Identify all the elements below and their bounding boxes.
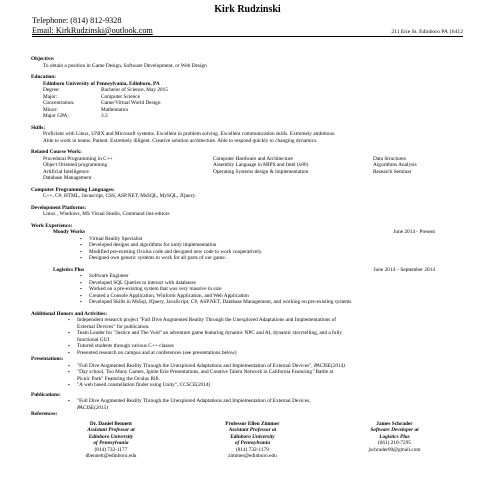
course-item: Data Structures — [373, 155, 406, 162]
email-link[interactable]: KirkRudzinski@outlook.com — [55, 26, 153, 35]
presentations-list — [31, 363, 465, 389]
reference-card: Dr. Daniel Bennett Assistant Professor at Edinboro University of Pennsylvania (814) 732-1177 dbennett@edinboro.edu — [85, 420, 137, 459]
job-bullet: ▪ Created a Console Application, Winform Application, and Web Application — [89, 293, 465, 300]
course-item: Assembly Language in MIPS and Intel (x86) — [213, 162, 309, 168]
job-dates: June 2014 - Present — [393, 229, 435, 235]
languages-text: C++, C#, HTML, Javascript, CSS, ASP.NET, MsSQL, MySQL, JQuery. — [43, 193, 196, 199]
course-item: Algorithms Analysis — [373, 162, 417, 168]
coursework-grid — [31, 156, 465, 182]
course-item: Object Oriented programming — [43, 162, 108, 168]
course-item: Computer Hardware and Architecture — [213, 155, 293, 162]
honor-item: ▪ Team Leader for "Justice and The Void" an adventure game featuring dynamic NPC and AI, dynamic storytelling, and a fully functional GUI — [77, 330, 465, 343]
job-bullet: ▪ Developed SQL Queries to interact with databases — [89, 280, 465, 287]
course-column — [373, 156, 493, 182]
job-bullet: ▪ Virtual Reality Specialist — [89, 236, 465, 243]
publication-item: ▪ "Full Dive Augmented Reality Through the Unexplored Adaptations and Implementation of External Devices, PACISE(2015) — [77, 398, 465, 411]
reference-card: Professor Ellen Zimmer Assistant Professor at Edinboro University of Pennsylvania (814) 732-1179 zimmer@edinboro.edu — [225, 420, 280, 459]
job-employer: Moody Works — [53, 229, 86, 235]
education-row: Major GPA: 3.3 — [43, 113, 108, 119]
work-heading: Work Experience: — [31, 222, 73, 229]
objective-text: To obtain a position in Game Design, Software Development, or Web Design — [43, 62, 207, 69]
reference-email[interactable]: dbennett@edinboro.edu — [85, 453, 137, 459]
course-item: Database Management — [43, 175, 92, 181]
platforms-text: Linux , Windows, MS Visual Studio, Command line editors — [43, 211, 170, 217]
education-row: Degree: Bachelor of Science, May 2015 — [43, 87, 168, 93]
job-employer: Logistics Plus — [53, 266, 85, 273]
reference-phone: (814) 732-1179 — [235, 446, 269, 453]
publications-list — [31, 398, 465, 411]
references-row — [31, 418, 465, 460]
honors-heading: Additional Honors and Activities: — [31, 310, 108, 317]
reference-email[interactable]: jschrader00@gmail.com — [368, 446, 421, 453]
education-heading: Education: — [31, 74, 57, 80]
languages-heading: Computer Programming Languages: — [31, 186, 115, 193]
course-column — [213, 156, 353, 182]
course-item: Artificial Intelligence — [43, 168, 89, 175]
email-label: Email: — [32, 26, 56, 35]
job-bullet: ▪ Modified pre-existing Oculus code and designed new code to work cooperatively. — [89, 249, 465, 256]
course-column — [43, 156, 193, 182]
job-bullet: ▪ Developed Skills in MsSql, JQuery, JavaScript, C#, ASP.NET, Database Management, and working on pre-existing systems — [89, 299, 465, 306]
presentations-heading: Presentations: — [31, 356, 64, 362]
reference-name: James Schrader — [376, 420, 413, 427]
course-item: Research Seminar — [373, 168, 412, 175]
reference-phone: (814) 732-1177 — [94, 446, 128, 453]
coursework-heading: Related Course Work: — [31, 149, 82, 155]
education-row: Concentration: Game/Virtual World Design — [43, 100, 161, 106]
education-row: Minor: Mathematics — [43, 106, 129, 113]
honor-item: ▪ Tutored students through various C++ classes — [77, 343, 465, 350]
reference-name: Dr. Daniel Bennett — [89, 420, 132, 427]
job-bullets — [31, 273, 465, 306]
honor-item: ▪ Presented research on campus and at conferences (see presentations below) — [77, 350, 465, 357]
reference-email[interactable]: zimmer@edinboro.edu — [227, 453, 277, 459]
honor-item: ▪ Independent research project "Full Dive Augmented Reality Through the Unexplored Adaptations and Implementations of External Devices" for publication. — [77, 317, 465, 330]
platforms-heading: Development Platforms: — [31, 204, 87, 211]
honors-list — [31, 317, 465, 356]
address: 211 Erie St. Edinboro PA 16412 — [391, 29, 463, 35]
skills-heading: Skills: — [31, 124, 46, 131]
publications-heading: Publications: — [31, 391, 61, 398]
resume-body — [31, 56, 465, 460]
candidate-name: Kirk Rudzinski — [214, 4, 281, 15]
skills-line: Able to work in teams. Patient. Extremely diligent. Creative solution architecture. Able to respond quickly to changing dynamics. — [43, 137, 318, 144]
presentation-item: ▪ "Full Dive Augmented Reality Through the Unexplored Adaptations and Implementation of External Devices", PACISE(2014) — [77, 363, 465, 370]
education-school: Edinboro University of Pennsylvania, Edinboro, PA — [43, 80, 160, 87]
presentation-item: ▪ "A web based constellation finder using Unity", CCSCE(2014) — [77, 382, 465, 389]
skills-line: Proficient with Linux, UNIX and Microsoft systems. Excellent in problem solving. Excellent communication skills. Extremely ambitious. — [43, 131, 336, 137]
job-bullet: ▪ Worked on a pre-existing system that was very massive in size — [89, 286, 465, 293]
job-bullet: ▪ Developed designs and algorithms for unity implementation — [89, 242, 465, 249]
references-heading: References: — [31, 411, 58, 417]
reference-name: Professor Ellen Zimmer — [225, 420, 280, 427]
reference-card: James Schrader Software Developer at Logistics Plus (661) 210-7295 jschrader00@gmail.com — [368, 420, 421, 453]
reference-phone: (661) 210-7295 — [377, 440, 412, 446]
job-bullets — [31, 236, 465, 262]
email-line — [32, 26, 153, 35]
presentation-item: ▪ "Day school, Too Many Games, Ignite Erie Presentations, and Creative Talent Network in California Featuring "Battle at Picnic Park" Featuring the Oculus Rift. — [77, 369, 465, 382]
job-dates: June 2014 – September 2014 — [373, 266, 435, 273]
education-row: Major: Computer Science — [43, 93, 140, 100]
job-bullet: ▪ Designed own generic systems to work for all parts of our game. — [89, 255, 465, 262]
telephone: Telephone: (814) 812-9328 — [32, 16, 122, 25]
job-bullet: ▪ Software Engineer — [89, 273, 465, 280]
course-item: Procedural Programming in C++ — [43, 155, 113, 162]
header-divider — [32, 36, 463, 37]
course-item: Operating Systems design & implementation — [213, 168, 309, 175]
objective-heading: Objective: — [31, 56, 55, 62]
